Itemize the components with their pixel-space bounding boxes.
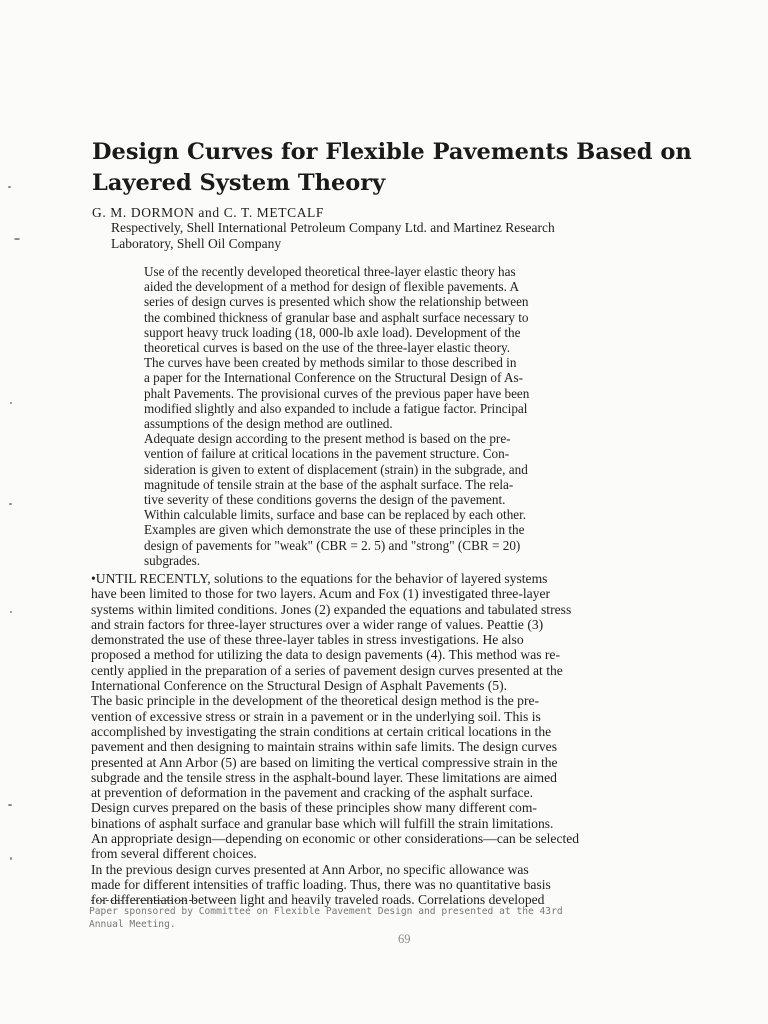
affiliation-line: Laboratory, Shell Oil Company bbox=[111, 235, 282, 251]
affiliation bbox=[111, 220, 555, 251]
body-line: have been limited to those for two layers. Acum and Fox (1) investigated three-layer bbox=[91, 586, 551, 602]
scan-speck bbox=[8, 804, 12, 806]
abstract-line: subgrades. bbox=[144, 552, 201, 568]
scan-speck bbox=[9, 503, 12, 505]
scan-speck bbox=[10, 611, 12, 613]
body-line: for differentiation between light and heavily traveled roads. Correlations developed bbox=[91, 892, 545, 908]
body-line: made for different intensities of traffic loading. Thus, there was no quantitative basis bbox=[91, 876, 551, 892]
scan-speck bbox=[14, 238, 20, 240]
abstract-line: the combined thickness of granular base and asphalt surface necessary to bbox=[144, 309, 529, 325]
abstract-line: vention of failure at critical locations in the pavement structure. Con- bbox=[144, 446, 510, 462]
abstract-line: magnitude of tensile strain at the base of the asphalt surface. The rela- bbox=[144, 476, 514, 492]
body-line: demonstrated the use of these three-layer tables in stress investigations. He also bbox=[91, 632, 524, 648]
abstract-line: Adequate design according to the present method is based on the pre- bbox=[144, 431, 511, 447]
abstract-line: tive severity of these conditions governs the design of the pavement. bbox=[144, 492, 506, 508]
body-line: Design curves prepared on the basis of these principles show many different com- bbox=[91, 800, 537, 816]
abstract-line: assumptions of the design method are outlined. bbox=[144, 416, 393, 432]
abstract-line: theoretical curves is based on the use of the three-layer elastic theory. bbox=[144, 340, 511, 356]
body-line: and strain factors for three-layer structures over a wider range of values. Peattie (3) bbox=[91, 616, 544, 632]
abstract-line: The curves have been created by methods similar to those described in bbox=[144, 355, 517, 371]
affiliation-line: Respectively, Shell International Petroleum Company Ltd. and Martinez Research bbox=[111, 220, 555, 235]
body-line: International Conference on the Structural Design of Asphalt Pavements (5). bbox=[91, 678, 508, 694]
body-line: at prevention of deformation in the pavement and cracking of the asphalt surface. bbox=[91, 785, 534, 801]
body-line: pavement and then designing to maintain strains within safe limits. The design curves bbox=[91, 739, 557, 755]
scan-speck bbox=[10, 402, 12, 404]
body-line: binations of asphalt surface and granular base which will fulfill the strain limitations. bbox=[91, 815, 554, 831]
body-line: proposed a method for utilizing the data to design pavements (4). This method was re- bbox=[91, 647, 560, 663]
body-line: accomplished by investigating the strain conditions at certain critical locations in the bbox=[91, 723, 552, 739]
body-line: systems within limited conditions. Jones (2) expanded the equations and tabulated stress bbox=[91, 601, 572, 617]
abstract-line: Examples are given which demonstrate the use of these principles in the bbox=[144, 522, 525, 538]
abstract-line: aided the development of a method for design of flexible pavements. A bbox=[144, 279, 519, 295]
abstract-line: design of pavements for "weak" (CBR = 2. 5) and "strong" (CBR = 20) bbox=[144, 537, 521, 553]
authors: G. M. DORMON and C. T. METCALF bbox=[92, 205, 325, 220]
footnote bbox=[89, 905, 563, 931]
body-line: The basic principle in the development of the theoretical design method is the pre- bbox=[91, 693, 540, 709]
paper-title bbox=[92, 137, 732, 199]
body-line: •UNTIL RECENTLY, solutions to the equations for the behavior of layered systems bbox=[91, 571, 548, 586]
body-line: presented at Ann Arbor (5) are based on limiting the vertical compressive strain in the bbox=[91, 754, 558, 770]
abstract-line: a paper for the International Conference on the Structural Design of As- bbox=[144, 370, 524, 386]
footnote-line: Annual Meeting. bbox=[89, 919, 176, 930]
body-line: subgrade and the tensile stress in the asphalt-bound layer. These limitations are aimed bbox=[91, 769, 557, 785]
title-line: Design Curves for Flexible Pavements Based on bbox=[92, 139, 692, 165]
abstract-line: modified slightly and also expanded to include a fatigue factor. Principal bbox=[144, 400, 528, 416]
body-line: vention of excessive stress or strain in a pavement or in the underlying soil. This is bbox=[91, 708, 541, 724]
abstract-line: support heavy truck loading (18, 000-lb axle load). Development of the bbox=[144, 324, 521, 340]
scan-speck bbox=[10, 857, 12, 860]
abstract-line: Within calculable limits, surface and base can be replaced by each other. bbox=[144, 507, 527, 523]
abstract-line: phalt Pavements. The provisional curves of the previous paper have been bbox=[144, 385, 530, 401]
footnote-rule bbox=[91, 900, 197, 901]
abstract bbox=[144, 264, 669, 568]
body-text bbox=[91, 571, 741, 908]
body-line: cently applied in the preparation of a series of pavement design curves presented at the bbox=[91, 662, 563, 678]
body-line: In the previous design curves presented at Ann Arbor, no specific allowance was bbox=[91, 861, 529, 877]
abstract-line: series of design curves is presented which show the relationship between bbox=[144, 294, 529, 310]
abstract-line: sideration is given to extent of displacement (strain) in the subgrade, and bbox=[144, 461, 528, 477]
title-line: Layered System Theory bbox=[92, 170, 386, 196]
scan-speck bbox=[8, 186, 11, 188]
page-number: 69 bbox=[398, 932, 411, 946]
footnote-line: Paper sponsored by Committee on Flexible Pavement Design and presented at the 43rd bbox=[89, 906, 563, 917]
abstract-line: Use of the recently developed theoretical three-layer elastic theory has bbox=[144, 264, 516, 279]
body-line: from several different choices. bbox=[91, 846, 257, 862]
body-line: An appropriate design—depending on economic or other considerations—can be selected bbox=[91, 831, 580, 847]
